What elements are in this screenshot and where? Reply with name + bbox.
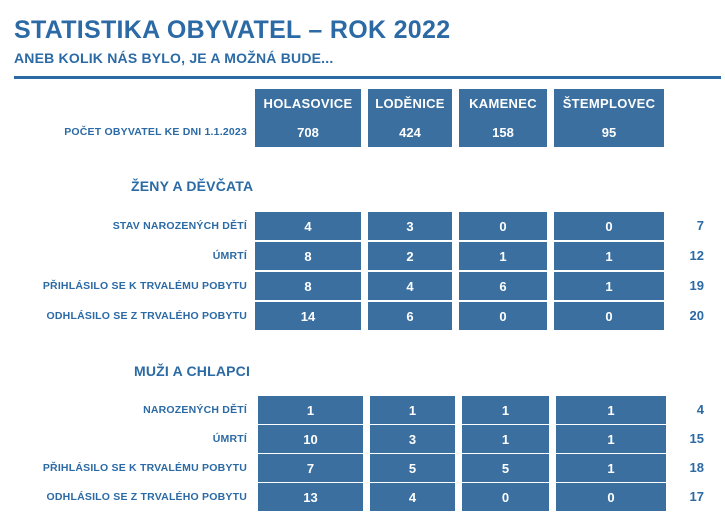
page-subtitle: ANEB KOLIK NÁS BYLO, JE A MOŽNÁ BUDE...: [14, 50, 334, 66]
value-cell: 8: [255, 272, 361, 300]
value-cell: 1: [258, 396, 363, 424]
row-label: ODHLÁSILO SE Z TRVALÉHO POBYTU: [46, 310, 247, 322]
value-cell: 7: [258, 454, 363, 482]
value-cell: 8: [255, 242, 361, 270]
row-total: 12: [689, 248, 704, 263]
row-label: ODHLÁSILO SE Z TRVALÉHO POBYTU: [46, 491, 247, 503]
row-label: PŘIHLÁSILO SE K TRVALÉMU POBYTU: [42, 280, 247, 292]
row-total: 17: [689, 489, 704, 504]
page-title: STATISTIKA OBYVATEL – ROK 2022: [14, 16, 451, 44]
value-cell: 0: [556, 483, 666, 511]
value-cell: 1: [554, 242, 664, 270]
row-label: ÚMRTÍ: [212, 250, 247, 262]
value-cell: 13: [258, 483, 363, 511]
value-cell: 0: [554, 212, 664, 240]
value-cell: 1: [459, 242, 547, 270]
row-total: 15: [689, 431, 704, 446]
population-label: POČET OBYVATEL KE DNI 1.1.2023: [64, 126, 247, 138]
value-cell: 1: [554, 272, 664, 300]
row-total: 19: [689, 278, 704, 293]
value-cell: 5: [462, 454, 549, 482]
value-cell: 3: [370, 425, 455, 453]
value-cell: 3: [368, 212, 452, 240]
value-cell: 1: [370, 396, 455, 424]
row-total: 18: [689, 460, 704, 475]
row-label: NAROZENÝCH DĚTÍ: [143, 404, 247, 416]
value-cell: 1: [556, 425, 666, 453]
row-label: ÚMRTÍ: [212, 433, 247, 445]
value-cell: 2: [368, 242, 452, 270]
value-cell: 1: [556, 454, 666, 482]
column-header-kamenec: KAMENEC: [459, 89, 547, 118]
value-cell: 1: [556, 396, 666, 424]
column-header-lodenice: LODĚNICE: [368, 89, 452, 118]
section-title-men: MUŽI A CHLAPCI: [134, 363, 251, 379]
value-cell: 0: [459, 302, 547, 330]
population-lodenice: 424: [368, 118, 452, 147]
row-label: PŘIHLÁSILO SE K TRVALÉMU POBYTU: [42, 462, 247, 474]
column-header-stemplovec: ŠTEMPLOVEC: [554, 89, 664, 118]
population-stemplovec: 95: [554, 118, 664, 147]
value-cell: 10: [258, 425, 363, 453]
value-cell: 4: [368, 272, 452, 300]
section-title-women: ŽENY A DĚVČATA: [131, 178, 254, 194]
value-cell: 6: [368, 302, 452, 330]
column-header-holasovice: HOLASOVICE: [255, 89, 361, 118]
value-cell: 0: [554, 302, 664, 330]
value-cell: 0: [462, 483, 549, 511]
value-cell: 1: [462, 425, 549, 453]
value-cell: 4: [370, 483, 455, 511]
value-cell: 5: [370, 454, 455, 482]
population-holasovice: 708: [255, 118, 361, 147]
row-total: 20: [689, 308, 704, 323]
value-cell: 4: [255, 212, 361, 240]
row-total: 7: [696, 218, 704, 233]
population-kamenec: 158: [459, 118, 547, 147]
value-cell: 0: [459, 212, 547, 240]
header-divider: [14, 76, 721, 79]
value-cell: 6: [459, 272, 547, 300]
row-total: 4: [696, 402, 704, 417]
row-label: STAV NAROZENÝCH DĚTÍ: [112, 220, 247, 232]
value-cell: 14: [255, 302, 361, 330]
value-cell: 1: [462, 396, 549, 424]
